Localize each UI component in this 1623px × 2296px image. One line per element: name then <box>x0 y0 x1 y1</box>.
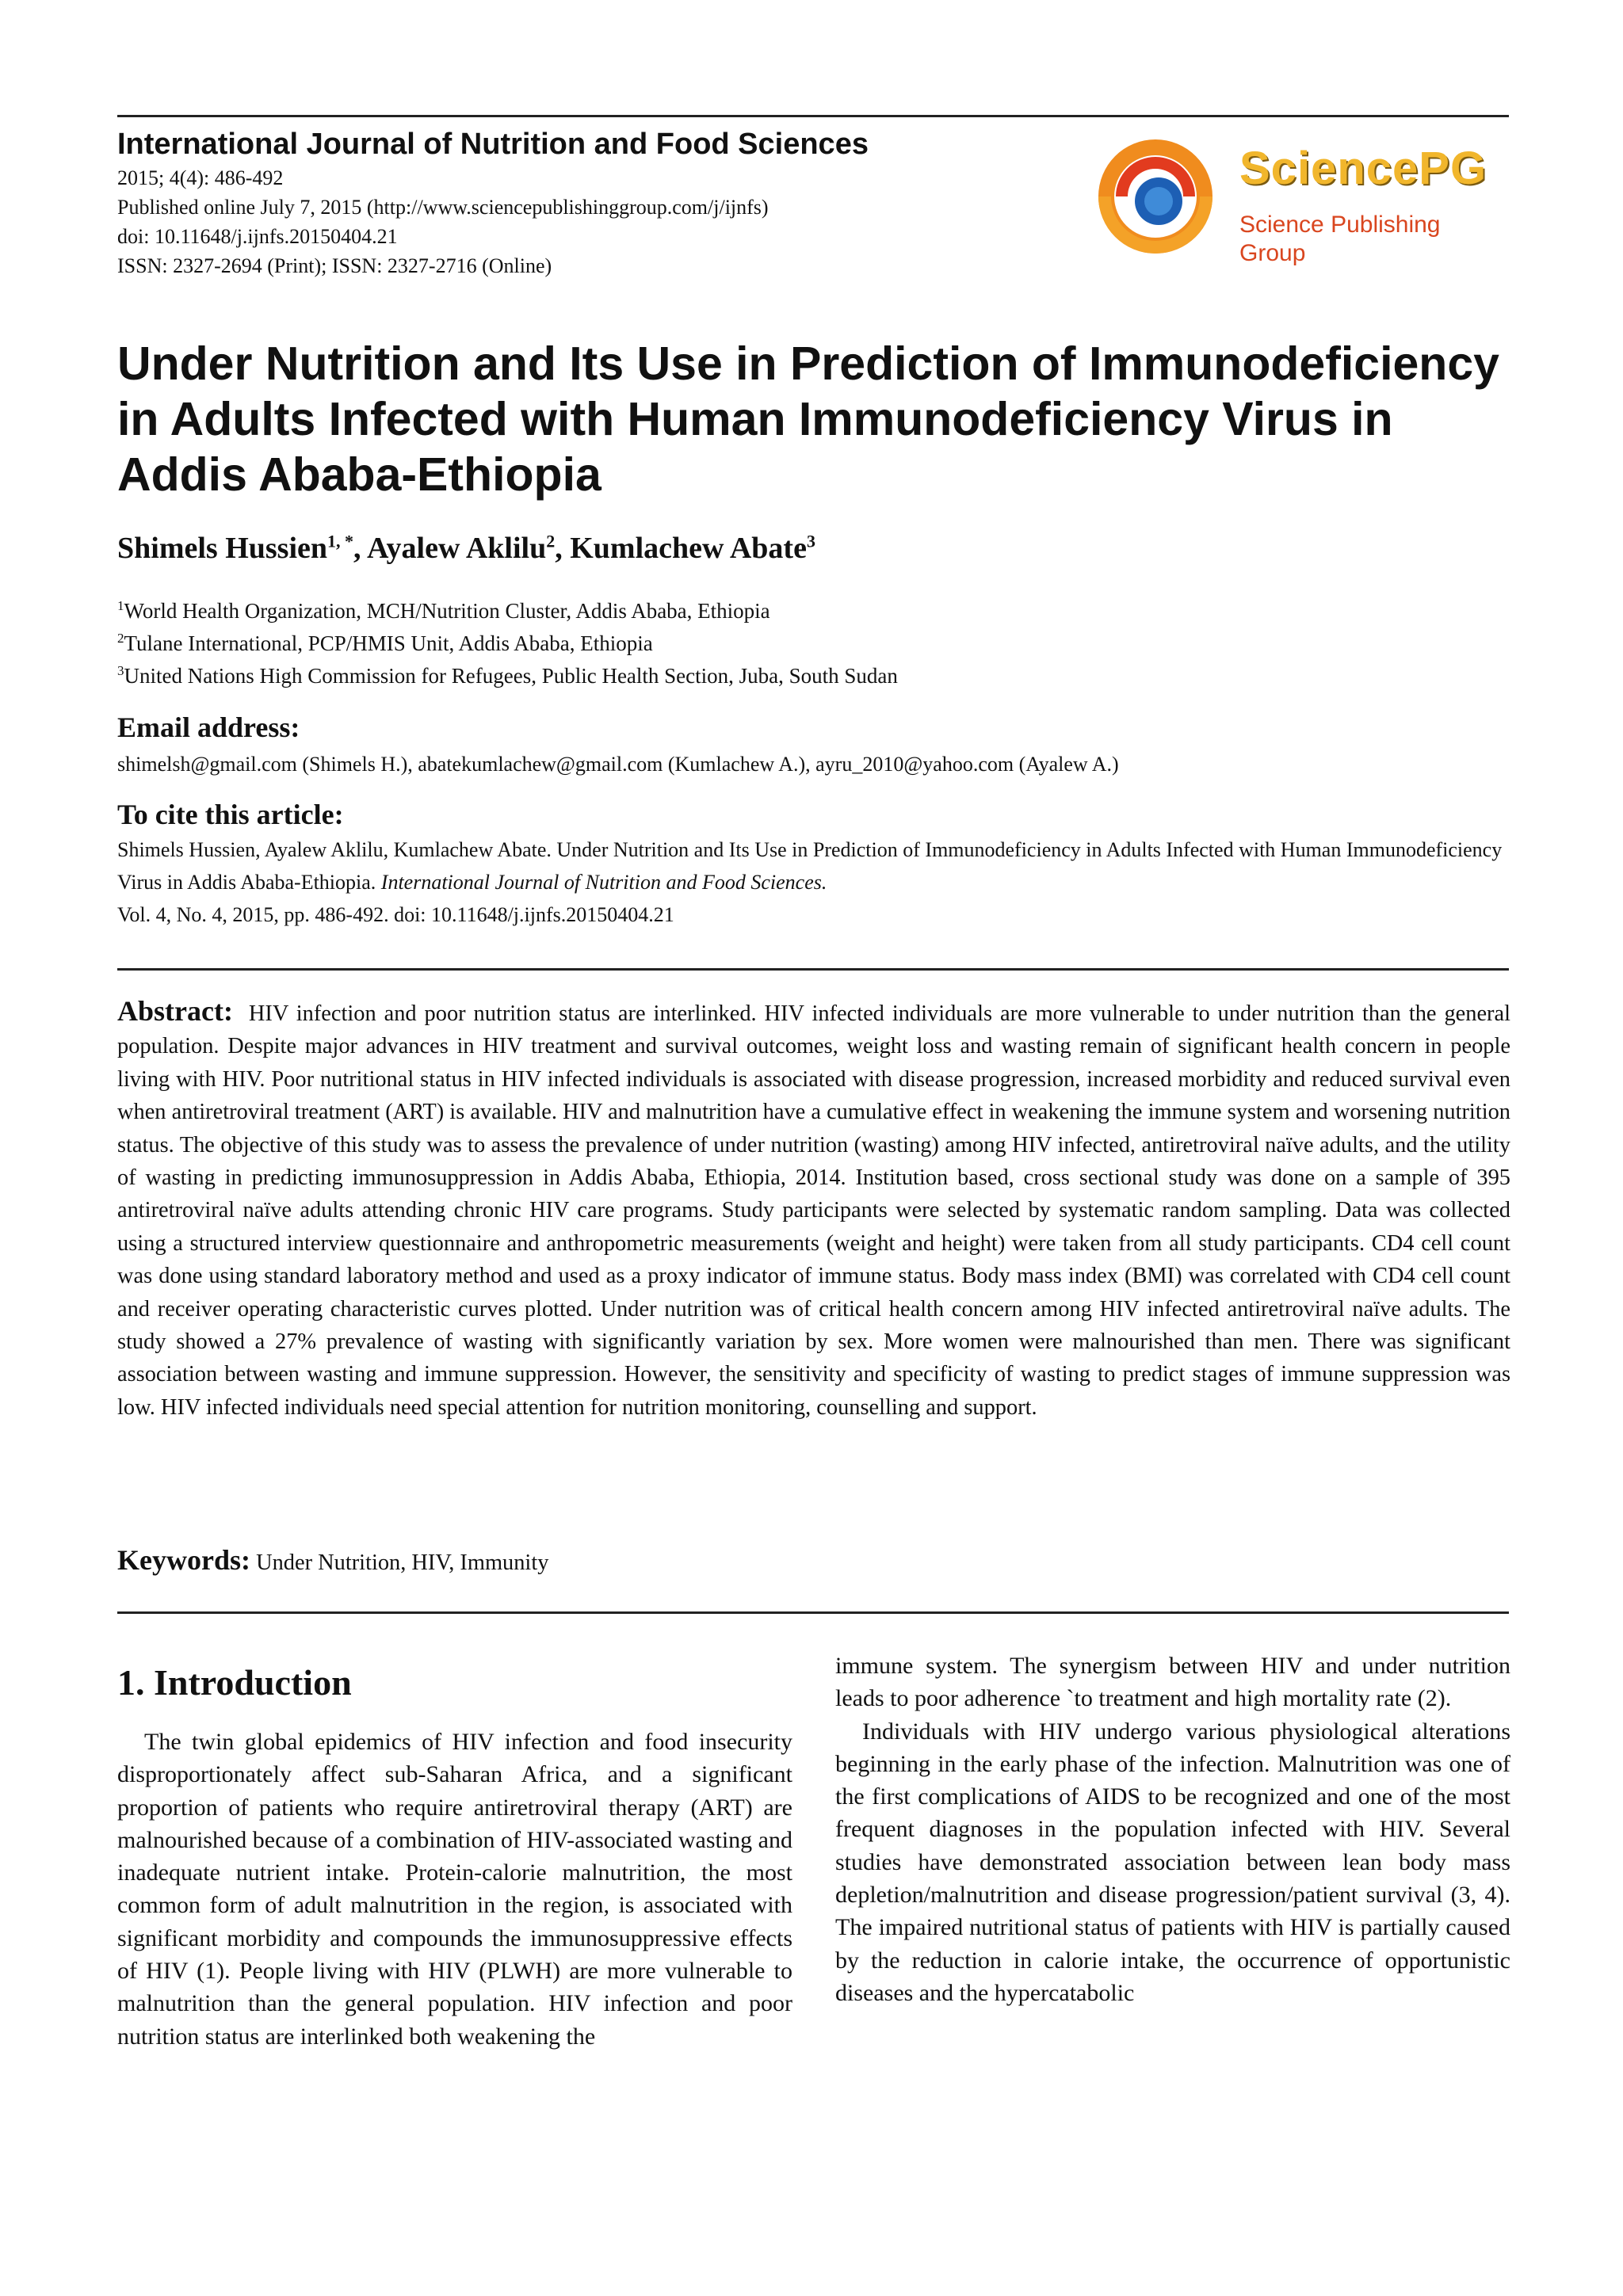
journal-header <box>117 125 1068 280</box>
journal-meta-published: Published online July 7, 2015 (http://www.sciencepublishinggroup.com/j/ijnfs) <box>117 196 769 219</box>
affiliation-text: Tulane International, PCP/HMIS Unit, Addis Ababa, Ethiopia <box>124 631 653 655</box>
affiliation <box>117 661 1465 691</box>
body-column-right <box>835 1650 1510 2009</box>
abstract-text: HIV infection and poor nutrition status are interlinked. HIV infected individuals are more vulnerable to under nutrition than the general population. Despite major advances in HIV treatment and survival outcomes, weight loss and wasting remain of significant health concern in people living with HIV. Poor nutritional status in HIV infected individuals is associated with disease progression, increased morbidity and reduced survival even when antiretroviral treatment (ART) is available. HIV and malnutrition have a cumulative effect in weakening the immune system and worsening nutrition status. The objective of this study was to assess the prevalence of under nutrition (wasting) among HIV infected, antiretroviral naïve adults, and the utility of wasting in predicting immunosuppression in Addis Ababa, Ethiopia, 2014. Institution based, cross sectional study was done on a sample of 395 antiretroviral naïve adults attending chronic HIV care programs. Study participants were selected by systematic random sampling. Data was collected using a structured interview questionnaire and anthropometric measurements (weight and height) were taken from all study participants. CD4 cell count was done using standard laboratory method and used as a proxy indicator of immune status. Body mass index (BMI) was correlated with CD4 cell count and receiver operating characteristic curves plotted. Under nutrition was of critical health concern among HIV infected antiretroviral naïve adults. The study showed a 27% prevalence of wasting with significantly variation by sex. More women were malnourished than men. There was significant association between wasting and immune suppression. However, the sensitivity and specificity of wasting to predict stages of immune suppression was low. HIV infected individuals need special attention for nutrition monitoring, counselling and support. <box>117 1001 1510 1420</box>
keywords <box>117 1543 1510 1581</box>
author-name: Shimels Hussien <box>117 532 328 565</box>
header-rule <box>117 115 1509 117</box>
journal-meta-issue: 2015; 4(4): 486-492 <box>117 166 284 189</box>
publisher-logo-icon <box>1092 133 1227 260</box>
affiliation-text: United Nations High Commission for Refugees, Public Health Section, Juba, South Sudan <box>124 664 898 688</box>
publisher-logo-subtitle: Science Publishing Group <box>1239 212 1441 266</box>
body-paragraph: immune system. The synergism between HIV and under nutrition leads to poor adherence `to treatment and high mortality rate (2). <box>835 1653 1510 1712</box>
citation-journal: International Journal of Nutrition and Food Sciences <box>380 871 822 894</box>
author-name: Ayalew Aklilu <box>366 532 547 565</box>
journal-name: International Journal of Nutrition and Food Sciences <box>117 128 869 161</box>
affiliation <box>117 628 1465 658</box>
cite-heading: To cite this article: <box>117 799 344 830</box>
email-heading: Email address: <box>117 711 300 743</box>
body-column-left <box>117 1650 792 2053</box>
affiliation-number: 3 <box>117 663 124 678</box>
citation-main: Shimels Hussien, Ayalew Aklilu, Kumlachew Abate. Under Nutrition and Its Use in Prediction of Immunodeficiency in Adults Infected with Human Immunodeficiency Virus in Addis Ababa-Ethiopia. <box>117 838 1503 894</box>
affiliation-number: 2 <box>117 631 124 646</box>
journal-meta-doi: doi: 10.11648/j.ijnfs.20150404.21 <box>117 225 398 248</box>
affiliation-text: World Health Organization, MCH/Nutrition Cluster, Addis Ababa, Ethiopia <box>124 599 770 623</box>
abstract-label: Abstract: <box>117 995 233 1027</box>
author-affil-mark: 2 <box>546 531 556 551</box>
citation <box>117 833 1512 931</box>
abstract <box>117 995 1510 1424</box>
body-paragraph: Individuals with HIV undergo various physiological alterations beginning in the early phase of the infection. Malnutrition was one of the first complications of AIDS to be recognized and one of the most frequent diagnoses in the population infected with HIV. Several studies have demonstrated association between lean body mass depletion/malnutrition and disease progression/patient survival (3, 4). The impaired nutritional status of patients with HIV is partially caused by the reduction in calorie intake, the occurrence of opportunistic diseases and the hypercatabolic <box>835 1718 1510 2006</box>
abstract-top-rule <box>117 968 1509 971</box>
author-separator: , <box>555 532 571 565</box>
author-affil-mark: 3 <box>806 531 815 551</box>
author-list <box>117 529 1465 567</box>
publisher-logo-brand: SciencePG <box>1239 143 1487 194</box>
abstract-bottom-rule <box>117 1611 1509 1614</box>
body-paragraph: The twin global epidemics of HIV infection and food insecurity disproportionately affect sub-Saharan Africa, and a significant proportion of patients who require antiretroviral therapy (ART) are malnourished because of a combination of HIV-associated wasting and inadequate nutrient intake. Protein-calorie malnutrition, the most common form of adult malnutrition in the region, is associated with significant morbidity and compounds the immunosuppressive effects of HIV (1). People living with HIV (PLWH) are more vulnerable to malnutrition than the general population. HIV infection and poor nutrition status are interlinked both weakening the <box>117 1729 792 2050</box>
affiliation-number: 1 <box>117 598 124 613</box>
publisher-logo <box>1092 133 1504 266</box>
keywords-text: Under Nutrition, HIV, Immunity <box>256 1550 549 1575</box>
author-affil-mark: 1, * <box>327 531 354 551</box>
article-title: Under Nutrition and Its Use in Prediction of Immunodeficiency in Adults Infected with Human Immunodeficiency Virus in Addis Ababa-Ethiopia <box>117 338 1499 501</box>
journal-meta-issn: ISSN: 2327-2694 (Print); ISSN: 2327-2716 (Online) <box>117 254 552 277</box>
author-separator: , <box>353 532 367 565</box>
citation-dot: . <box>821 871 827 894</box>
citation-volume: Vol. 4, No. 4, 2015, pp. 486-492. doi: 10.11648/j.ijnfs.20150404.21 <box>117 903 674 926</box>
section-title-introduction: 1. Introduction <box>117 1662 352 1703</box>
author-name: Kumlachew Abate <box>570 532 807 565</box>
email-addresses: shimelsh@gmail.com (Shimels H.), abatekumlachew@gmail.com (Kumlachew A.), ayru_2010@yahoo.com (Ayalew A.) <box>117 753 1119 776</box>
affiliation <box>117 596 1465 626</box>
keywords-label: Keywords: <box>117 1544 250 1576</box>
